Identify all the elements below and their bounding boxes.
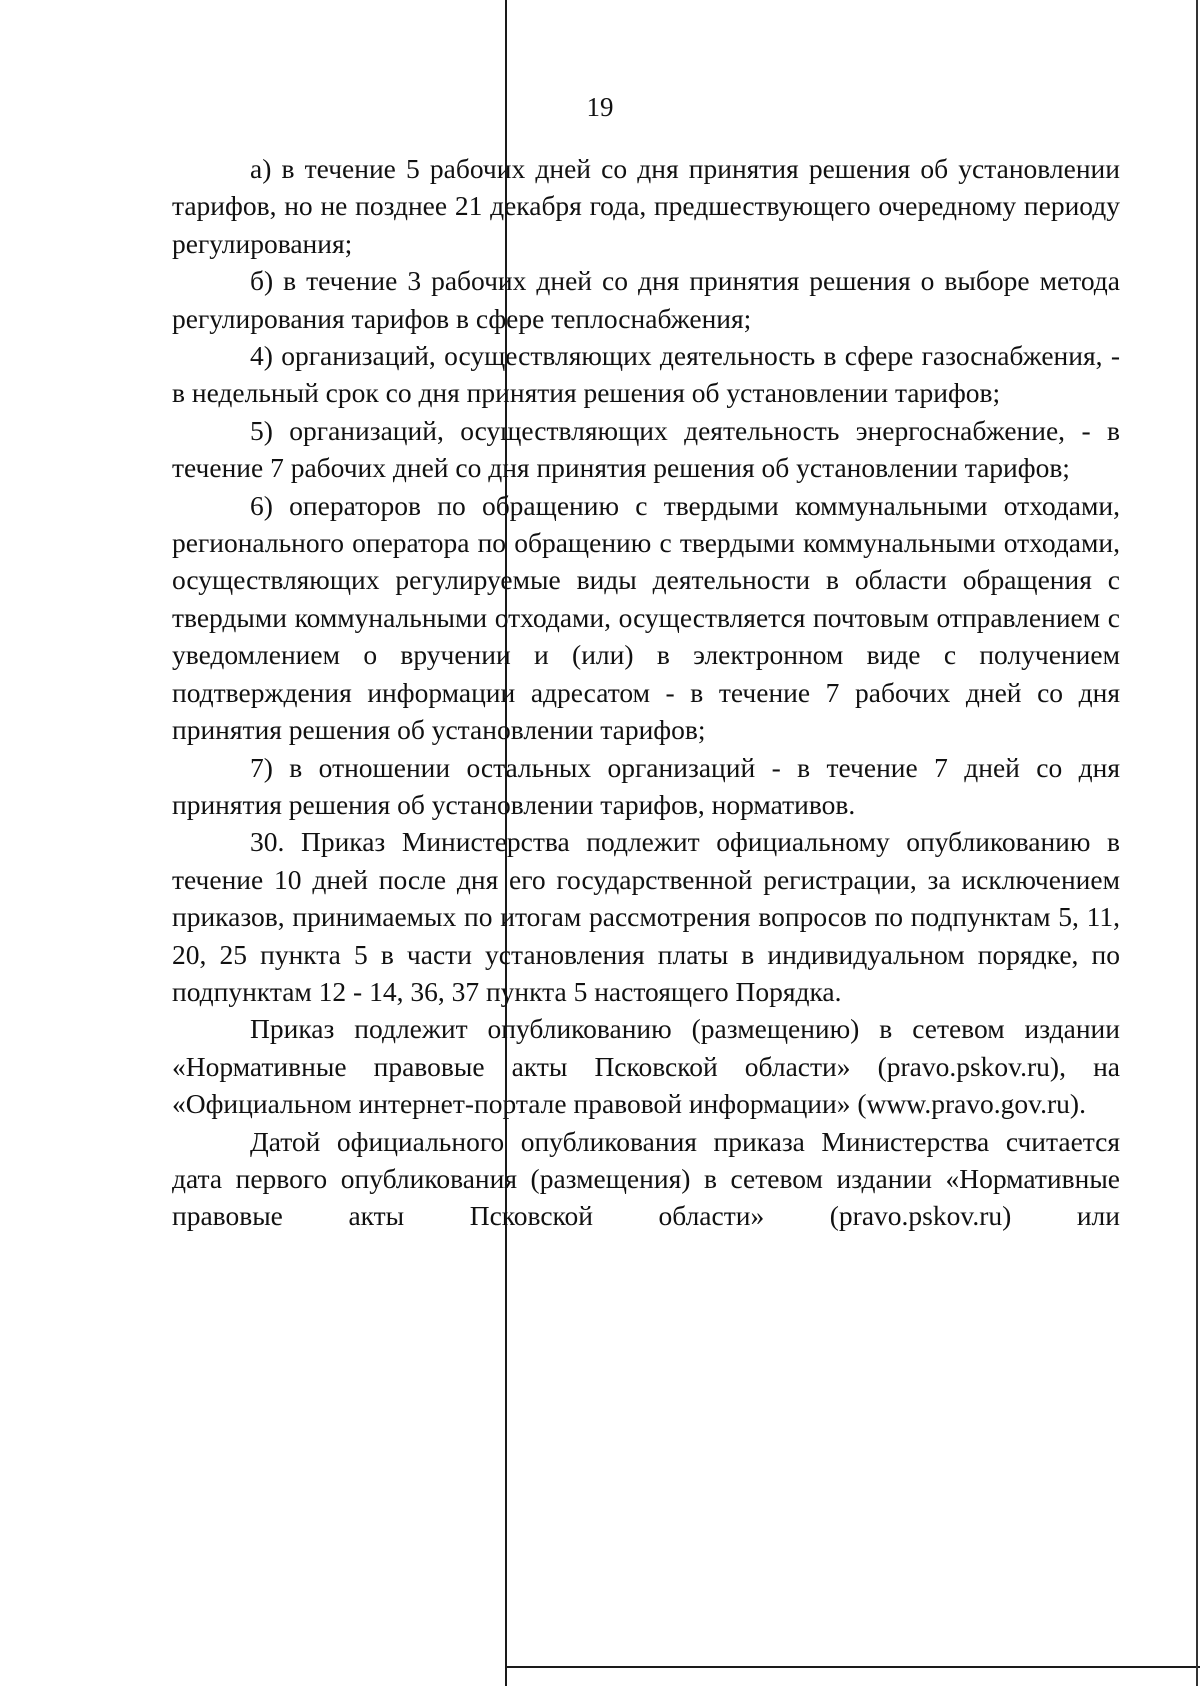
- paragraph-30: 30. Приказ Министерства подлежит официальному опубликованию в течение 10 дней после дня его государственной регистрации, за исключением приказов, принимаемых по итогам рассмотрения вопросов по подпунктам 5, 11, 20, 25 пункта 5 в части установления платы в индивидуальном порядке, по подпунктам 12 - 14, 36, 37 пункта 5 настоящего Порядка.: [172, 826, 1120, 1007]
- scan-fold-line-horizontal: [505, 1666, 1200, 1668]
- page-number: 19: [586, 92, 614, 122]
- paragraph-7: 7) в отношении остальных организаций - в течение 7 дней со дня принятия решения об установлении тарифов, нормативов.: [172, 751, 1120, 820]
- document-body: [172, 150, 1120, 1235]
- paragraph-b: б) в течение 3 рабочих дней со дня принятия решения о выборе метода регулирования тарифов в сфере теплоснабжения;: [172, 265, 1120, 334]
- paragraph-publication: Приказ подлежит опубликованию (размещению) в сетевом издании «Нормативные правовые акты Псковской области» (pravo.pskov.ru), на «Официальном интернет-портале правовой информации» (www.pravo.gov.ru).: [172, 1013, 1120, 1120]
- paragraph-publication-date: Датой официального опубликования приказа Министерства считается дата первого опубликования (размещения) в сетевом издании «Нормативные правовые акты Псковской области» (pravo.pskov.ru) или: [172, 1125, 1120, 1232]
- paragraph-6: 6) операторов по обращению с твердыми коммунальными отходами, регионального оператора по обращению с твердыми коммунальными отходами, осуществляющих регулируемые виды деятельности в области обращения с твердыми коммунальными отходами, осуществляется почтовым отправлением с уведомлением о вручении и (или) в электронном виде с получением подтверждения информации адресатом - в течение 7 рабочих дней со дня принятия решения об установлении тарифов;: [172, 489, 1120, 746]
- paragraph-4: 4) организаций, осуществляющих деятельность в сфере газоснабжения, - в недельный срок со дня принятия решения об установлении тарифов;: [172, 340, 1120, 409]
- scan-edge-line-right: [1196, 0, 1198, 1686]
- paragraph-5: 5) организаций, осуществляющих деятельность энергоснабжение, - в течение 7 рабочих дней со дня принятия решения об установлении тарифов;: [172, 414, 1120, 484]
- paragraph-a: а) в течение 5 рабочих дней со дня принятия решения об установлении тарифов, но не позднее 21 декабря года, предшествующего очередному периоду регулирования;: [172, 153, 1120, 259]
